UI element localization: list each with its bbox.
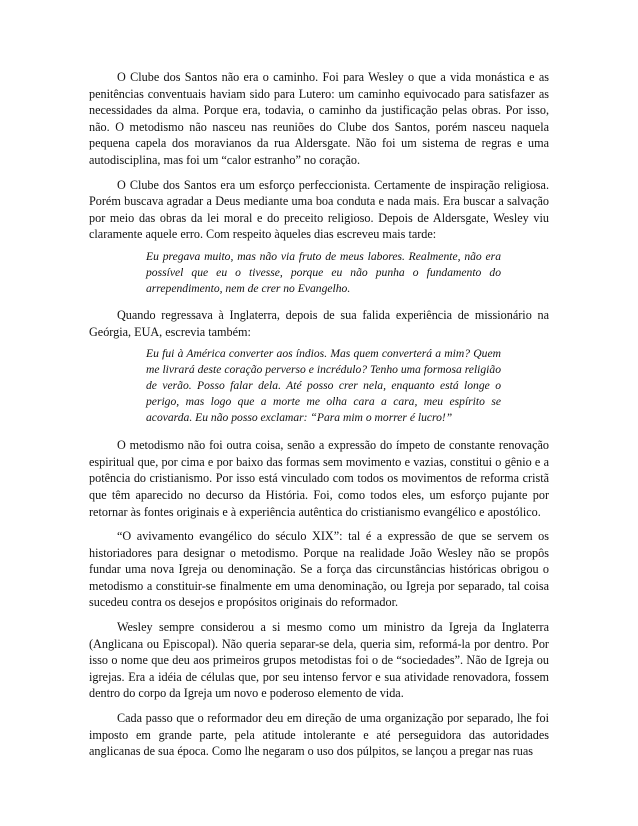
block-quote-pregava: Eu pregava muito, mas não via fruto de meus labores. Realmente, não era possível que eu o tivesse, porque eu não punha o fundamento do arrependimento, nem de crer no Evangelho. [146, 249, 501, 295]
paragraph-regressava: Quando regressava à Inglaterra, depois de sua falida experiência de missionário na Geórgia, EUA, escrevia também: [89, 307, 549, 339]
paragraph-metodismo-renovacao: O metodismo não foi outra coisa, senão a expressão do ímpeto de constante renovação espiritual que, por cima e por baixo das formas sem movimento e vazias, constitui o gênio e a potência do cristianismo. Por isso está vinculado com todos os movimentos de reforma cristã que têm aparecido no decurso da História. Foi, como todos eles, um esforço pujante por retornar às fontes originais e à experiência autêntica do cristianismo evangélico e apostólico. [89, 438, 549, 519]
block-quote-america: Eu fui à América converter aos índios. Mas quem converterá a mim? Quem me livrará deste coração perverso e incrédulo? Tenho uma formosa religião de verão. Posso falar dela. Até posso crer nela, enquanto está longe o perigo, mas logo que a morte me olha cara a cara, meu espírito se acovarda. Eu não posso exclamar: “Para mim o morrer é lucro!” [146, 347, 501, 425]
paragraph-avivamento: “O avivamento evangélico do século XIX”: tal é a expressão de que se servem os historiadores para designar o metodismo. Porque na realidade João Wesley não se propôs fundar uma nova Igreja ou denominação. Se a força das circunstâncias históricas obrigou o metodismo a constituir-se finalmente em uma denominação, ou Igreja por separado, tal coisa sucedeu contra os desejos e propósitos originais do reformador. [89, 529, 549, 610]
paragraph-cada-passo: Cada passo que o reformador deu em direção de uma organização por separado, lhe foi imposto em grande parte, pela atitude intolerante e até perseguidora das autoridades anglicanas de sua época. Como lhe negaram o uso dos púlpitos, se lançou a pregar nas ruas [89, 711, 549, 759]
document-page [89, 69, 549, 768]
paragraph-igreja-inglaterra: Wesley sempre considerou a si mesmo como um ministro da Igreja da Inglaterra (Anglicana ou Episcopal). Não queria separar-se dela, queria sim, reformá-la por dentro. Por isso o nome que deu aos primeiros grupos metodistas foi o de “sociedades”. Não de Igreja ou igrejas. Era a idéia de células que, por seu intenso fervor e sua atividade renovadora, fossem dentro do corpo da Igreja um novo e poderoso elemento de vida. [89, 620, 549, 701]
paragraph-clube-dos-santos: O Clube dos Santos não era o caminho. Foi para Wesley o que a vida monástica e as penitências conventuais haviam sido para Lutero: um caminho equivocado para satisfazer as necessidades da alma. Porque era, todavia, o caminho da justificação pelas obras. Por isso, não. O metodismo não nasceu nas reuniões do Clube dos Santos, porém nasceu naquela pequena capela dos moravianos da rua Aldersgate. Não foi um sistema de regras e uma autodisciplina, mas foi um “calor estranho” no coração. [89, 70, 549, 167]
paragraph-esforco-perfeccionista: O Clube dos Santos era um esforço perfeccionista. Certamente de inspiração religiosa. Porém buscava agradar a Deus mediante uma boa conduta e nada mais. Era buscar a salvação por meio das obras da lei moral e do preceito religioso. Depois de Aldersgate, Wesley viu claramente aquele erro. Com respeito àqueles dias escreveu mais tarde: [89, 177, 549, 242]
